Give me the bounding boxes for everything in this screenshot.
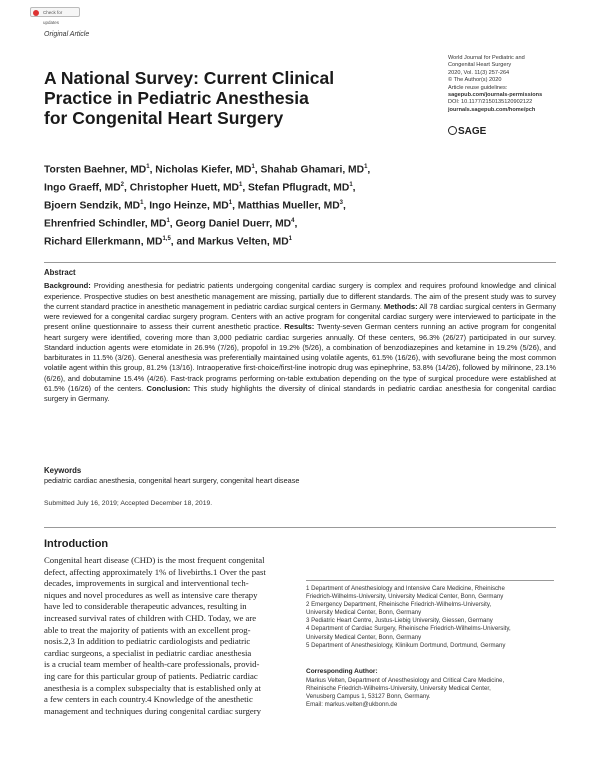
affiliation-marker: 1 (251, 164, 255, 170)
affiliation-marker: 1 (238, 181, 243, 188)
paragraph-line: Congenital heart disease (CHD) is the most frequent congenital (44, 555, 265, 565)
abstract-heading: Abstract (44, 268, 76, 277)
affiliation-marker: 1 (349, 181, 353, 188)
affiliation-marker: 1,5 (162, 235, 171, 242)
affiliation-marker: 1 (288, 235, 293, 242)
journal-link[interactable]: sagepub.com/journals-permissions (448, 92, 543, 99)
corresponding-line: Email: markus.velten@ukbonn.de (306, 701, 398, 709)
affiliation-marker: 1 (364, 164, 368, 170)
affiliation-marker: 2 (120, 181, 124, 188)
journal-info (448, 55, 568, 114)
affiliation-marker: 1 (228, 199, 233, 206)
affiliation-line: 5 Department of Anesthesiology, Klinikum Dortmund, Dortmund, Germany (306, 641, 506, 649)
author-list (44, 160, 464, 250)
paragraph-line: able to treat the majority of patients with an excellent prog- (44, 624, 251, 635)
paragraph-line: defect, affecting approximately 1% of livebirths.1 Over the past (44, 566, 266, 577)
journal-home-link[interactable]: journals.sagepub.com/home/pch (448, 106, 536, 113)
journal-line: World Journal for Pediatric and (448, 55, 525, 61)
publisher-name: SAGE (458, 126, 487, 137)
abstract-body: Background: Providing anesthesia for pediatric patients undergoing congenital cardiac surgery is complex and requires profound knowledge and clinical experience. Prospective studies on best anesthetic management are missing, partially due to different standards. The aim of the present study was to survey the current standard practice in anesthetic management in pediatric cardiac surgical centers in Germany. Methods: All 78 cardiac surgical centers in Germany were reviewed for a congenital cardiac surgery program. Centers with an active program for congenital cardiac surgery were interviewed to participate in the present online questionnaire to assess their current anesthetic practice. Results: Twenty-seven German centers running an active program for congenital heart surgery were identified, covering more than 3,000 pediatric cardiac surgeries annually. Of these centers, 96.3% (26/27) participated in our survey. Standard induction agents were etomidate in 26.9% (7/26), propofol in 19.2% (5/26), a combination of benzodiazepines and ketamine in 19.2% (5/26), and barbiturates in 11.5% (3/26). General anesthesia was preferentially maintained using volatile agents, 61.5% (16/26), with sevoflurane being the most common volatile agent within this group, 81.2% (13/16). Intraoperative first-choice/first-line inotropic drug was epinephrine, 53.8% (14/26), followed by milrinone, 23.1% (6/26), and dobutamine 15.4% (4/26). Fast-track programs performing on-table extubation depending on the type of surgical procedure were established at 61.5% (16/26) of the centers. Conclusion: This study highlights the diversity of clinical standards in pediatric cardiac anesthesia for congenital cardiac surgery in Germany. (44, 281, 557, 403)
abstract-subheading: Background: (44, 281, 91, 291)
paragraph-line: anesthesia is a complex subspecialty that is established only at (44, 682, 261, 693)
journal-line: © The Author(s) 2020 (448, 77, 502, 84)
sage-logo-icon (448, 126, 457, 135)
corresponding-author-details (306, 677, 566, 709)
divider (306, 580, 554, 581)
author-line: Bjoern Sendzik, $MD^1$, Ingo Heinze, $MD^1$, Matthias Mueller, $MD^3$, (44, 199, 346, 212)
check-updates-icon (33, 10, 39, 16)
article-type-label: Original Article (44, 31, 90, 38)
affiliation-marker: 4 (291, 217, 295, 224)
paragraph-line: decades, improvements in surgical and interventional tech- (44, 578, 249, 589)
corresponding-author-heading: Corresponding Author: (306, 668, 378, 675)
journal-line: Congenital Heart Surgery (448, 62, 512, 69)
author-line: Richard Ellerkmann, MD$^{1,5}$, and Markus Velten, $MD^1$ (44, 235, 293, 248)
title-line: Practice in Pediatric Anesthesia (44, 88, 309, 108)
corresponding-line: Rheinische Friedrich-Wilhelms-University, University Medical Center, (306, 685, 491, 693)
affiliation-marker: 1 (140, 199, 144, 206)
abstract-subheading: Results: (284, 322, 315, 332)
paragraph-line: have led to considerable therapeutic advances, resulting in (44, 601, 247, 612)
affiliation-line: 2 Emergency Department, Rheinische Friedrich-Wilhelms-University, (306, 601, 492, 609)
badge-label: Check for updates (43, 10, 63, 25)
abstract-subheading: Conclusion: (146, 383, 191, 393)
abstract-section (44, 268, 556, 404)
article-title (44, 68, 344, 128)
affiliation-line: 3 Pediatric Heart Centre, Justus-Liebig University, Giessen, Germany (306, 617, 493, 625)
corresponding-line: Venusberg Campus 1, 53127 Bonn, Germany. (306, 693, 431, 701)
paragraph-line: management and techniques during congenital cardiac surgery (44, 705, 261, 716)
affiliation-line: 4 Department of Cardiac Surgery, Rheinische Friedrich-Wilhelms-University, (306, 625, 511, 633)
paragraph-line: cardiac surgeons, a specialist in pediatric cardiac anesthesia (44, 647, 252, 658)
publisher-logo (448, 126, 486, 137)
paragraph-line: niques and novel procedures as well as intensive care therapy (44, 589, 258, 600)
affiliation-marker: 1 (146, 164, 150, 170)
paragraph-line: a few centers in each country.4 Knowledge of the anesthetic (44, 694, 253, 705)
divider (44, 262, 556, 263)
divider (44, 527, 556, 528)
affiliation-line: University Medical Center, Bonn, Germany (306, 633, 422, 641)
affiliation-marker: 3 (339, 199, 343, 206)
check-for-updates-badge[interactable] (30, 7, 80, 25)
affiliation-line: University Medical Center, Bonn, Germany (306, 609, 422, 617)
corresponding-line: Markus Velten, Department of Anesthesiology and Critical Care Medicine, (306, 677, 505, 684)
keywords-heading: Keywords (44, 466, 82, 475)
journal-line: Article reuse guidelines: (448, 84, 508, 91)
affiliation-line: 1 Department of Anesthesiology and Intensive Care Medicine, Rheinische (306, 585, 505, 592)
doi-link[interactable]: DOI: 10.1177/2150135120902122 (448, 99, 533, 106)
journal-line: 2020, Vol. 11(3) 257-264 (448, 69, 510, 76)
submission-dates: Submitted July 16, 2019; Accepted December 18, 2019. (44, 500, 213, 507)
paragraph-line: increased survival rates of children with CHD. Today, we are (44, 612, 257, 623)
introduction-body (44, 555, 294, 717)
paragraph-line: nosis.2,3 In addition to pediatric cardiologists and pediatric (44, 636, 251, 647)
paragraph-line: ing care for this particular group of patients. Pediatric cardiac (44, 670, 258, 681)
affiliations (306, 585, 566, 650)
paragraph-line: is a crucial team member of health-care professionals, provid- (44, 659, 260, 670)
keywords-text: pediatric cardiac anesthesia, congenital heart surgery, congenital heart disease (44, 476, 300, 485)
introduction-heading: Introduction (44, 538, 109, 550)
author-line: Ingo Graeff, $MD^2$, Christopher Huett, $MD^1$, Stefan Pflugradt, $MD^1$, (44, 181, 356, 194)
abstract-subheading: Methods: (383, 301, 418, 311)
title-line: A National Survey: Current Clinical (44, 68, 335, 88)
affiliation-marker: 1 (166, 217, 170, 224)
title-line: for Congenital Heart Surgery (44, 108, 284, 128)
author-line: Ehrenfried Schindler, $MD^1$, Georg Daniel Duerr, $MD^4$, (44, 217, 298, 230)
author-line: Torsten Baehner, $MD^1$, Nicholas Kiefer, $MD^1$, Shahab Ghamari, $MD^1$, (44, 164, 371, 176)
affiliation-line: Friedrich-Wilhelms-University, University Medical Center, Bonn, Germany (306, 593, 504, 601)
